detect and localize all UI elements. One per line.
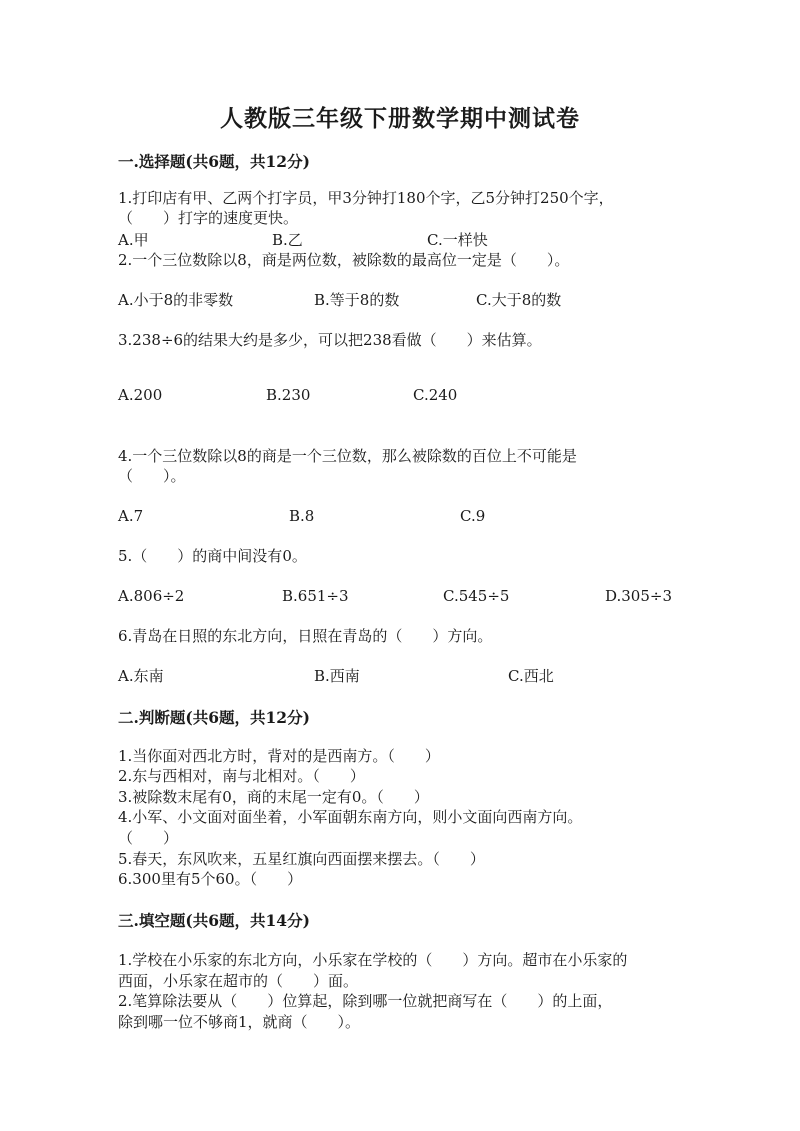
option-b: B.等于8的数: [314, 291, 400, 309]
fill-line: 1.学校在小乐家的东北方向，小乐家在学校的（ ）方向。超市在小乐家的: [118, 951, 628, 969]
statement-line: 1.当你面对西北方时，背对的是西南方。（ ）: [118, 747, 440, 765]
statement-line: 3.被除数末尾有0，商的末尾一定有0。（ ）: [118, 788, 429, 806]
statement-line: 4.小军、小文面对面坐着，小军面朝东南方向，则小文面向西南方向。: [118, 808, 583, 826]
option-d: D.305÷3: [605, 587, 673, 605]
option-a: A.806÷2: [118, 587, 185, 605]
question-text: 1.打印店有甲、乙两个打字员，甲3分钟打180个字，乙5分钟打250个字，: [118, 189, 614, 207]
option-b: B.230: [266, 386, 311, 404]
option-b: B.8: [289, 507, 315, 525]
fill-line: 西面，小乐家在超市的（ ）面。: [118, 972, 359, 990]
option-b: B.西南: [314, 667, 360, 685]
section-heading-choice: 一.选择题(共6题，共12分): [118, 152, 310, 171]
fill-line: 2.笔算除法要从（ ）位算起，除到哪一位就把商写在（ ）的上面，: [118, 992, 613, 1010]
statement-line: 6.300里有5个60。（ ）: [118, 870, 303, 888]
page-title: 人教版三年级下册数学期中测试卷: [220, 105, 580, 132]
statement-line: 2.东与西相对，南与北相对。（ ）: [118, 767, 365, 785]
section-heading-judge: 二.判断题(共6题，共12分): [118, 708, 310, 727]
option-c: C.545÷5: [443, 587, 510, 605]
section-heading-fill: 三.填空题(共6题，共14分): [118, 911, 310, 930]
option-c: C.大于8的数: [476, 291, 562, 309]
option-a: A.7: [118, 507, 144, 525]
option-c: C.西北: [508, 667, 554, 685]
question-text: 6.青岛在日照的东北方向，日照在青岛的（ ）方向。: [118, 627, 493, 645]
option-c: C.240: [413, 386, 458, 404]
option-c: C.一样快: [427, 231, 488, 249]
option-b: B.乙: [272, 231, 303, 249]
question-text: （ ）打字的速度更快。: [118, 209, 299, 227]
option-a: A.200: [118, 386, 163, 404]
question-text: 2.一个三位数除以8，商是两位数，被除数的最高位一定是（ ）。: [118, 251, 570, 269]
question-text: 5.（ ）的商中间没有0。: [118, 547, 307, 565]
option-b: B.651÷3: [282, 587, 349, 605]
option-a: A.甲: [118, 231, 149, 249]
question-text: 3.238÷6的结果大约是多少，可以把238看做（ ）来估算。: [118, 331, 542, 349]
option-a: A.小于8的非零数: [118, 291, 234, 309]
option-a: A.东南: [118, 667, 164, 685]
option-c: C.9: [460, 507, 486, 525]
statement-line: （ ）: [118, 829, 179, 847]
question-text: 4.一个三位数除以8的商是一个三位数，那么被除数的百位上不可能是: [118, 447, 577, 465]
question-text: （ ）。: [118, 467, 186, 485]
statement-line: 5.春天，东风吹来，五星红旗向西面摆来摆去。（ ）: [118, 850, 485, 868]
fill-line: 除到哪一位不够商1，就商（ ）。: [118, 1013, 361, 1031]
